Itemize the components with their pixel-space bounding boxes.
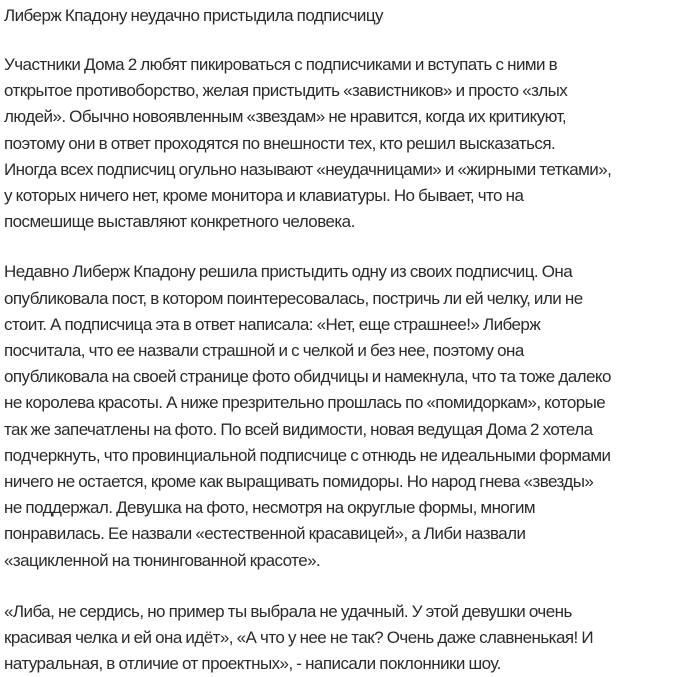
text-line: не поддержал. Девушка на фото, несмотря на округлые формы, многим (4, 498, 536, 518)
text-line: опубликовала пост, в котором поинтересовалась, постричь ли ей челку, или не (4, 288, 583, 308)
text-line: натуральная, в отличие от проектных», - написали поклонники шоу. (4, 654, 501, 674)
text-line: людей». Обычно новоявленным «звездам» не нравится, когда их критикуют, (4, 107, 567, 127)
text-line: у которых ничего нет, кроме монитора и клавиатуры. Но бывает, что на (4, 186, 524, 206)
text-line: ничего не остается, кроме как выращивать помидоры. Но народ гнева «звезды» (4, 472, 594, 492)
text-line: подчеркнуть, что провинциальной подписчице с отнюдь не идеальными формами (4, 445, 611, 465)
spacer (4, 574, 696, 599)
paragraph-fan-comments (4, 599, 696, 677)
spacer (4, 235, 696, 259)
text-line: опубликовала на своей странице фото обидчицы и намекнула, что та тоже далеко (4, 367, 611, 387)
text-line: не королева красоты. А ниже презрительно прошлась по «помидоркам», которые (4, 393, 606, 413)
text-line: «зацикленной на тюнингованной красоте». (4, 550, 321, 570)
article (4, 0, 696, 677)
text-line: понравилась. Ее назвали «естественной красавицей», а Либи назвали (4, 524, 526, 544)
text-line: стоит. А подписчица эта в ответ написала: «Нет, еще страшнее!» Либерж (4, 314, 541, 334)
text-line: Иногда всех подписчиц огульно называют «неудачницами» и «жирными тетками», (4, 159, 612, 179)
text-line: «Либа, не сердись, но пример ты выбрала не удачный. У этой девушки очень (4, 601, 572, 621)
article-title: Либерж Кпадону неудачно пристыдила подписчицу (4, 6, 383, 25)
paragraph-intro (4, 52, 696, 235)
text-line: красивая челка и ей она идёт», «А что у нее не так? Очень даже славненькая! И (4, 628, 594, 648)
paragraph-story (4, 259, 696, 573)
text-line: поэтому они в ответ проходятся по внешности тех, кто решил высказаться. (4, 133, 556, 153)
text-line: Участники Дома 2 любят пикироваться с подписчиками и вступать с ними в (4, 55, 558, 74)
spacer (4, 29, 696, 52)
text-line: посмешище выставляют конкретного человека. (4, 212, 355, 232)
text-line: Недавно Либерж Кпадону решила пристыдить одну из своих подписчиц. Она (4, 262, 573, 282)
text-line: так же запечатлены на фото. По всей видимости, новая ведущая Дома 2 хотела (4, 419, 593, 439)
text-line: открытое противоборство, желая пристыдить «завистников» и просто «злых (4, 81, 568, 101)
text-line: посчитала, что ее назвали страшной и с челкой и без нее, поэтому она (4, 341, 524, 361)
